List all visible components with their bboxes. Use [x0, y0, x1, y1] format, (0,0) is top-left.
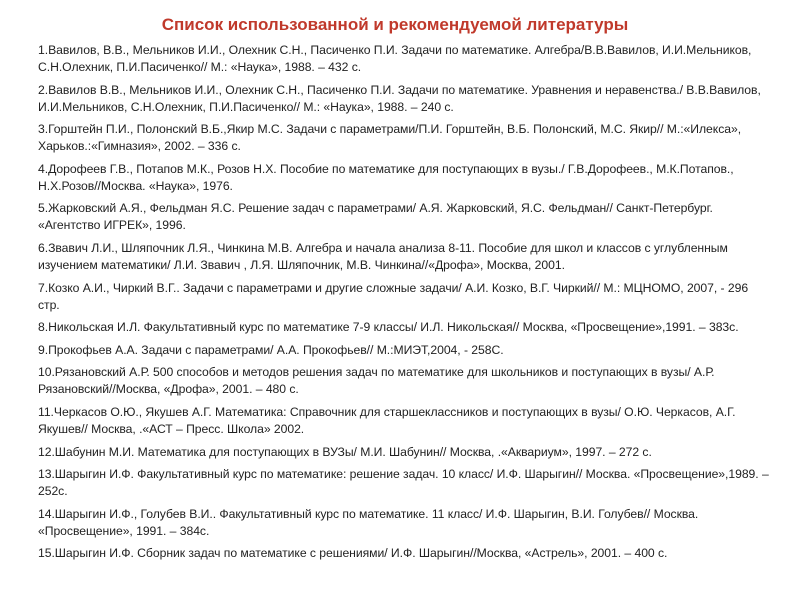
- reference-item: 12.Шабунин М.И. Математика для поступающих в ВУЗы/ М.И. Шабунин// Москва, .«Аквариум», 1997. – 272 с.: [38, 444, 652, 459]
- reference-item: 1.Вавилов, В.В., Мельников И.И., Олехник С.Н., Пасиченко П.И. Задачи по математике. Алгебра/В.В.Вавилов, И.И.Мельников, С.Н.Олехник, П.И.Пасиченко// М.: «Наука», 1988. – 432 с.: [38, 43, 752, 74]
- reference-item: 5.Жарковский А.Я., Фельдман Я.С. Решение задач с параметрами/ А.Я. Жарковский, Я.С. Фельдман// Санкт-Петербург. «Агентство ИГРЕК», 1996.: [38, 201, 713, 233]
- reference-item: 11.Черкасов О.Ю., Якушев А.Г. Математика: Справочник для старшеклассников и поступающих в вузы/ О.Ю. Черкасов, А.Г. Якушев// Москва, .«АСТ – Пресс. Школа» 2002.: [38, 404, 736, 436]
- reference-item: 3.Горштейн П.И., Полонский В.Б.,Якир М.С. Задачи с параметрами/П.И. Горштейн, В.Б. Полонский, М.С. Якир// М.:«Илекса», Харьков.:«Гимназия», 2002. – 336 с.: [38, 122, 742, 154]
- reference-item: 14.Шарыгин И.Ф., Голубев В.И.. Факультативный курс по математике. 11 класс/ И.Ф. Шарыгин, В.И. Голубев// Москва. «Просвещение», 1991. – 384с.: [38, 506, 699, 538]
- reference-item: 8.Никольская И.Л. Факультативный курс по математике 7-9 классы/ И.Л. Никольская// Москва, «Просвещение»,1991. – 383с.: [38, 320, 739, 335]
- reference-item: 2.Вавилов В.В., Мельников И.И., Олехник С.Н., Пасиченко П.И. Задачи по математике. Уравнения и неравенства./ В.В.Вавилов, И.И.Мельников, С.Н.Олехник, П.И.Пасиченко// М.: «Наука», 1988. – 240 с.: [38, 82, 761, 114]
- reference-item: 13.Шарыгин И.Ф. Факультативный курс по математике: решение задач. 10 класс/ И.Ф. Шарыгин// Москва. «Просвещение»,1989. – 252с.: [38, 467, 769, 499]
- reference-list: [38, 42, 772, 562]
- reference-item: 9.Прокофьев А.А. Задачи с параметрами/ А.А. Прокофьев// М.:МИЭТ,2004, - 258С.: [38, 342, 504, 357]
- page-title: Список использованной и рекомендуемой литературы: [161, 15, 629, 34]
- reference-item: 4.Дорофеев Г.В., Потапов М.К., Розов Н.Х. Пособие по математике для поступающих в вузы./ Г.В.Дорофеев., М.К.Потапов., Н.Х.Розов//Москва. «Наука», 1976.: [38, 161, 734, 193]
- reference-item: 7.Козко А.И., Чиркий В.Г.. Задачи с параметрами и другие сложные задачи/ А.И. Козко, В.Г. Чиркий// М.: МЦНОМО, 2007, - 296 стр.: [38, 280, 749, 312]
- reference-item: 6.Звавич Л.И., Шляпочник Л.Я., Чинкина М.В. Алгебра и начала анализа 8-11. Пособие для школ и классов с углубленным изучением математики/ Л.И. Звавич , Л.Я. Шляпочник, М.В. Чинкина//«Дрофа», Москва, 2001.: [38, 240, 728, 272]
- reference-item: 15.Шарыгин И.Ф. Сборник задач по математике с решениями/ И.Ф. Шарыгин//Москва, «Астрель», 2001. – 400 с.: [38, 546, 668, 561]
- reference-item: 10.Рязановский А.Р. 500 способов и методов решения задач по математике для школьников и поступающих в вузы/ А.Р. Рязановский//Москва, «Дрофа», 2001. – 480 с.: [38, 365, 715, 397]
